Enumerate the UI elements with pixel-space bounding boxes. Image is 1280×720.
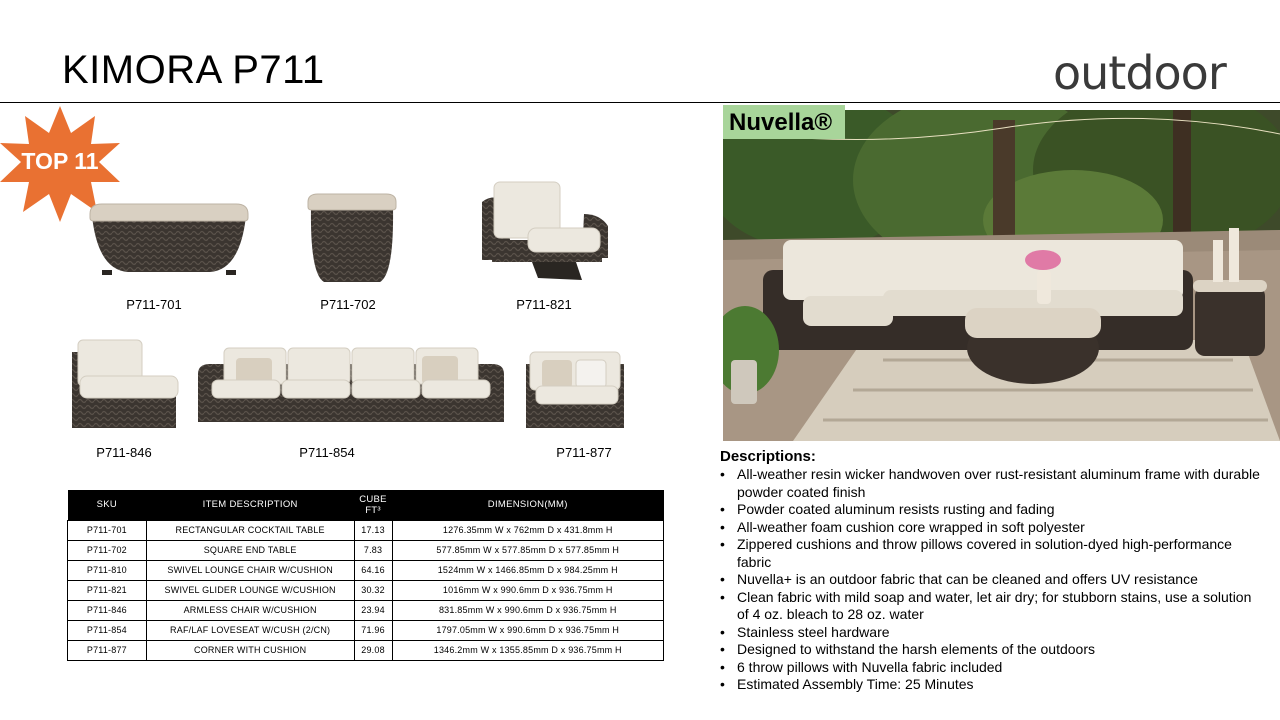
cell-item-description: RAF/LAF LOVESEAT W/CUSH (2/CN) xyxy=(146,620,354,640)
descriptions-list xyxy=(720,466,1260,694)
list-item: • Zippered cushions and throw pillows covered in solution-dyed high-performance fabric xyxy=(720,536,1260,571)
cell-sku: P711-702 xyxy=(68,540,147,560)
descriptions-title: Descriptions: xyxy=(720,448,816,465)
list-item: • Designed to withstand the harsh elements of the outdoors xyxy=(720,641,1260,659)
list-item: • Clean fabric with mild soap and water, let air dry; for stubborn stains, use a solution of 4 oz. bleach to 28 oz. water xyxy=(720,589,1260,624)
cell-dimension: 577.85mm W x 577.85mm D x 577.85mm H xyxy=(392,540,664,560)
product-image-p711-701 xyxy=(88,200,250,280)
cell-sku: P711-821 xyxy=(68,580,147,600)
page-title: KIMORA P711 xyxy=(62,48,325,92)
table-row xyxy=(68,600,664,620)
cell-cube: 23.94 xyxy=(354,600,392,620)
table-row xyxy=(68,620,664,640)
list-item: • Estimated Assembly Time: 25 Minutes xyxy=(720,676,1260,694)
list-item: • 6 throw pillows with Nuvella fabric included xyxy=(720,659,1260,677)
product-image-p711-877 xyxy=(524,350,626,432)
cell-sku: P711-846 xyxy=(68,600,147,620)
top-11-badge-label: TOP 11 xyxy=(21,148,99,174)
sku-label: P711-846 xyxy=(96,445,152,460)
list-item: • Nuvella+ is an outdoor fabric that can be cleaned and offers UV resistance xyxy=(720,571,1260,589)
list-item: • All-weather resin wicker handwoven over rust-resistant aluminum frame with durable powder coated finish xyxy=(720,466,1260,501)
sku-label: P711-702 xyxy=(320,297,376,312)
sku-label: P711-854 xyxy=(299,445,355,460)
product-image-p711-702 xyxy=(306,192,398,286)
cell-sku: P711-701 xyxy=(68,520,147,540)
header-item-description: ITEM DESCRIPTION xyxy=(146,490,354,520)
list-item: • All-weather foam cushion core wrapped in soft polyester xyxy=(720,519,1260,537)
table-row xyxy=(68,560,664,580)
table-row xyxy=(68,540,664,560)
header-divider xyxy=(0,102,1280,103)
cell-cube: 30.32 xyxy=(354,580,392,600)
cell-item-description: RECTANGULAR COCKTAIL TABLE xyxy=(146,520,354,540)
product-image-p711-854 xyxy=(196,344,506,426)
cell-sku: P711-854 xyxy=(68,620,147,640)
table-row xyxy=(68,580,664,600)
brand-logo: outdoor xyxy=(1053,46,1226,100)
cell-cube: 29.08 xyxy=(354,640,392,660)
cell-dimension: 1016mm W x 990.6mm D x 936.75mm H xyxy=(392,580,664,600)
cell-sku: P711-810 xyxy=(68,560,147,580)
table-row xyxy=(68,640,664,660)
cell-cube: 71.96 xyxy=(354,620,392,640)
sku-label: P711-877 xyxy=(556,445,612,460)
list-item: • Stainless steel hardware xyxy=(720,624,1260,642)
cell-dimension: 1524mm W x 1466.85mm D x 984.25mm H xyxy=(392,560,664,580)
cell-item-description: SQUARE END TABLE xyxy=(146,540,354,560)
header-dimension: DIMENSION(MM) xyxy=(392,490,664,520)
cell-item-description: CORNER WITH CUSHION xyxy=(146,640,354,660)
cell-item-description: ARMLESS CHAIR W/CUSHION xyxy=(146,600,354,620)
nuvella-badge: Nuvella® xyxy=(723,105,845,139)
cell-dimension: 831.85mm W x 990.6mm D x 936.75mm H xyxy=(392,600,664,620)
product-image-p711-846 xyxy=(70,338,180,432)
sku-label: P711-821 xyxy=(516,297,572,312)
sku-label: P711-701 xyxy=(126,297,182,312)
cell-cube: 7.83 xyxy=(354,540,392,560)
header-cube: CUBE FT³ xyxy=(354,490,392,520)
list-item: • Powder coated aluminum resists rusting and fading xyxy=(720,501,1260,519)
product-image-p711-821 xyxy=(472,180,612,284)
cell-cube: 17.13 xyxy=(354,520,392,540)
table-header-row xyxy=(68,490,664,520)
table-row xyxy=(68,520,664,540)
cell-item-description: SWIVEL LOUNGE CHAIR W/CUSHION xyxy=(146,560,354,580)
cell-dimension: 1346.2mm W x 1355.85mm D x 936.75mm H xyxy=(392,640,664,660)
cell-cube: 64.16 xyxy=(354,560,392,580)
cell-sku: P711-877 xyxy=(68,640,147,660)
cell-dimension: 1276.35mm W x 762mm D x 431.8mm H xyxy=(392,520,664,540)
cell-item-description: SWIVEL GLIDER LOUNGE W/CUSHION xyxy=(146,580,354,600)
header-sku: SKU xyxy=(68,490,147,520)
cell-dimension: 1797.05mm W x 990.6mm D x 936.75mm H xyxy=(392,620,664,640)
spec-table xyxy=(67,490,664,661)
lifestyle-photo xyxy=(723,110,1280,441)
